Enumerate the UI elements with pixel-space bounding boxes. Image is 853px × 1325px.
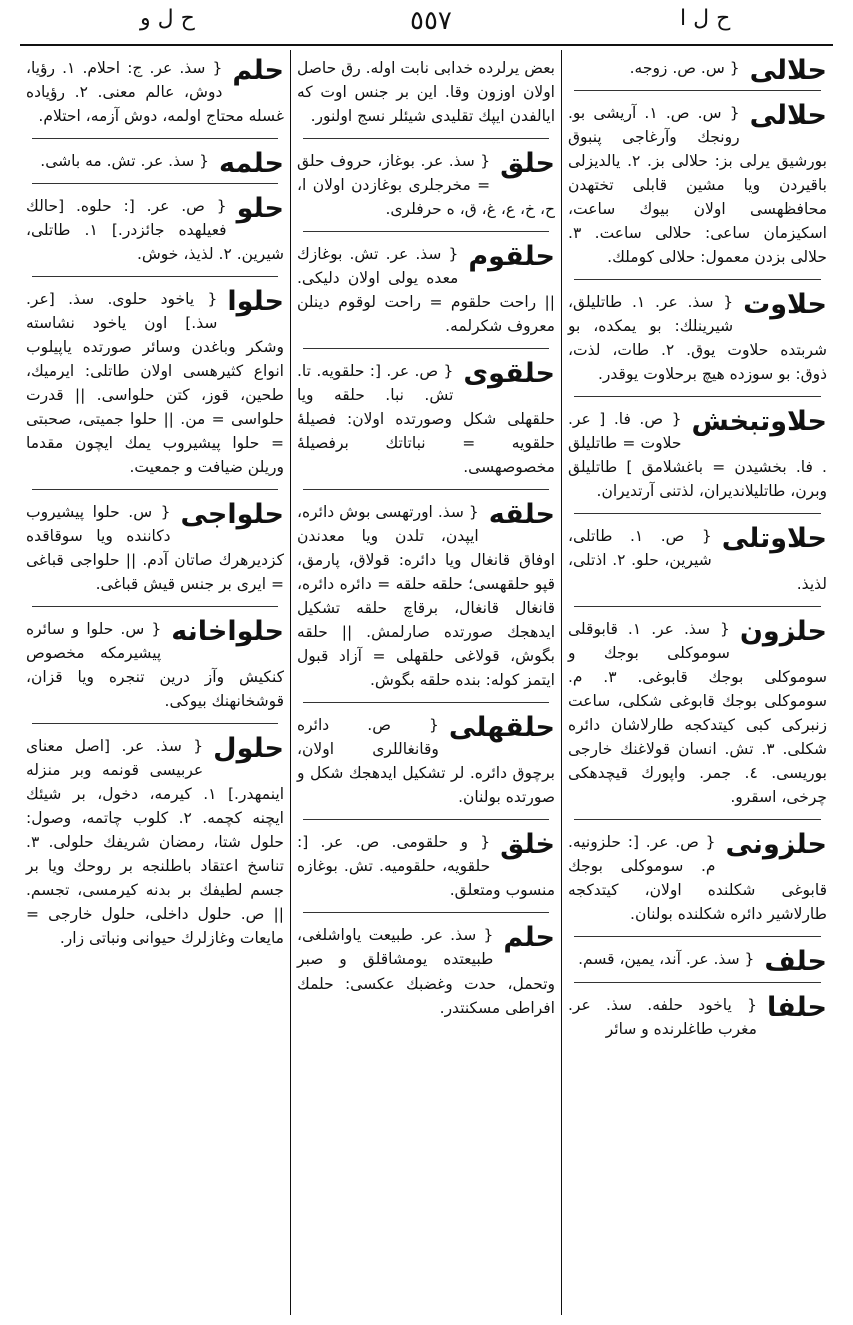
dictionary-entry — [568, 101, 827, 269]
definition-text: { یاخود حلفه. سذ. عر. مغرب طاغلرنده و سائر — [568, 995, 757, 1038]
definition-text: { سذ. عر. ١. طاتلیلق، شیرینلك: بو یمکده، بو شربتده حلاوت یوق. ٢. طات، لذت، ذوق: بو سوزده هیچ برحلاوت یوقدر. — [568, 293, 828, 384]
dictionary-entry — [26, 287, 284, 479]
dictionary-entry — [26, 734, 284, 950]
definition-text: { و حلقومی. ص. عر. [: حلقویه، حلقومیه. تش. بوغازه منسوب ومتعلق. — [297, 833, 555, 900]
entry-separator — [303, 231, 549, 232]
definition-text: { سذ. عر. آند، یمین، قسم. — [578, 950, 755, 969]
column-right — [562, 50, 833, 1315]
headword: حلاوتلی — [721, 523, 827, 555]
entry-separator — [574, 819, 821, 820]
headword: حلقه — [488, 499, 555, 531]
header-letters-right: ح ل ا — [680, 6, 731, 31]
headword: خلق — [500, 829, 555, 861]
entry-separator — [574, 606, 821, 607]
entry-separator — [574, 90, 821, 91]
headword: حلواجی — [180, 499, 284, 531]
page-header — [20, 0, 833, 46]
dictionary-entry — [26, 500, 284, 596]
headword: حلاوتبخش — [691, 406, 827, 438]
dictionary-entry — [297, 359, 555, 479]
headword: حلاوت — [743, 289, 827, 321]
headword: حلم — [232, 55, 284, 86]
entry-separator — [574, 513, 821, 514]
definition-text: { سذ. عر. ١. قابوقلی سوموکلی بوجك و سوموکلی بوجك قابوغی. ٣. م. سوموکلی بوجك قابوغی شکلی، ساعت زنبرکی کبی کیتدکجه طارلاشان دائره شکلی. ٣. تش. انسان قولاغنك خارجی بوریسی. ٤. جمر. واپورك قیچدهکی چرخی، اسقرو. — [568, 620, 828, 807]
dictionary-columns — [20, 50, 833, 1315]
entry-separator — [574, 936, 821, 937]
header-letters-left: ح ل و — [140, 6, 195, 31]
dictionary-entry — [26, 56, 284, 128]
dictionary-entry — [26, 194, 284, 266]
entry-separator — [303, 138, 549, 139]
dictionary-entry — [297, 56, 555, 128]
definition-text: { ص. عر. [: حلوه. [حالك فعیلهده جائزدر.] ١. طاتلی، شیرین. ٢. لذیذ، خوش. — [26, 197, 284, 264]
dictionary-entry — [568, 946, 827, 978]
entry-separator — [303, 489, 549, 490]
entry-separator — [303, 348, 549, 349]
headword: حلقوم — [468, 241, 555, 273]
dictionary-entry — [568, 290, 827, 386]
headword: حلف — [764, 946, 827, 978]
dictionary-entry — [297, 830, 555, 902]
dictionary-entry — [297, 713, 555, 809]
column-middle — [291, 50, 562, 1315]
headword: حلم — [503, 922, 555, 954]
definition-text: { ص. ١. طاتلی، شیرین، حلو. ٢. اذتلی، لذیذ. — [568, 527, 827, 594]
dictionary-entry — [568, 617, 827, 809]
headword: حلول — [213, 733, 284, 765]
definition-text: { سذ. عر. ج: احلام. ١. رؤیا، دوش، عالم معنی. ٢. رؤیاده غسله محتاج اولمه، دوش آزمه، احتلام. — [26, 59, 284, 126]
dictionary-entry — [297, 149, 555, 221]
definition-text: { س. حلوا و سائره پیشیرمکه مخصوص کنکیش وآز درین تنجره ویا قزان، قوشخانهنك بیوکی. — [26, 620, 284, 711]
definition-text: { س. ص. زوجه. — [629, 59, 740, 77]
definition-text: { سذ. عر. بوغاز، حروف حلق = مخرجلری بوغازدن اولان ا، ح، خ، ع، غ، ق، ه حرفلری. — [297, 152, 555, 219]
column-left — [20, 50, 291, 1315]
entry-separator — [32, 276, 278, 277]
headword: حلقهلی — [448, 712, 555, 744]
entry-separator — [32, 489, 278, 490]
dictionary-entry — [26, 148, 284, 180]
headword: حلزون — [739, 616, 827, 648]
dictionary-entry — [568, 524, 827, 596]
definition-text: { سذ. عر. طبیعت یاواشلغی، طبیعتده یومشاقلق و صبر وتحمل، حدت وغضبك عکسی: حلمك افراطی مسکنتدر. — [297, 926, 555, 1017]
definition-text: { ص. عر. [: حلزونیه. م. سوموکلی بوجك قابوغی شکلنده اولان، کیتدکجه طارلاشیر دائره شکلنده بولنان. — [568, 833, 827, 924]
entry-separator — [303, 912, 549, 913]
headword: حلواخانه — [171, 616, 284, 648]
definition-text: { سذ. عر. تش. مه باشی. — [40, 152, 210, 171]
entry-separator — [32, 138, 278, 139]
entry-separator — [574, 396, 821, 397]
entry-separator — [303, 702, 549, 703]
dictionary-entry — [297, 923, 555, 1019]
definition-text: { ص. دائره وقانغاللری اولان، برچوق دائره. لر تشکیل ایدهجك شکل و صورتده بولنان. — [297, 716, 555, 807]
dictionary-entry — [568, 993, 827, 1041]
definition-text: { ص. عر. [: حلقویه. تا. تش. نبا. حلقه ویا حلقهلی شکل وصورتده اولان: فصیلهٔ حلقویه = نباتاتك برفصیلهٔ مخصوصهسی. — [297, 362, 555, 477]
definition-text: { سذ. عر. [اصل معنای عربیسی قونمه وبر منزله اینمهدر.] ١. کیرمه، دخول، بر شیئك ایچنه کچمه. ٢. کلوب چاتمه، وصول: حلول شتا، رمضان شریفك حلولی. ٣. تناسخ اعتقاد باطلنجه بر روحك ویا بر جسم لطیفك بر بدنه کیرمسی، تجسم. || ص. حلول داخلی، حلول خارجی = مایعات وغازلرك حیوانی ونباتی زار. — [26, 737, 284, 948]
headword: حلالی — [749, 55, 827, 86]
dictionary-entry — [568, 55, 827, 86]
definition-text: { یاخود حلوی. سذ. [عر. سذ.] اون یاخود نشاسته وشکر وباغدن وسائر صورتده یاپیلوب انواع کثیرهسی اولان طاتلی: ایرمیك، طحین، قوز، کتن حلواسی. || قدرت حلواسی = من. || حلوا جمیتی، صحبتی = حلوا پیشیروب یمك ایچون مقدما وریلن ضیافت و جمعیت. — [26, 290, 284, 477]
definition-text: { سذ. عر. تش. بوغازك معده یولی اولان دلیکی. || راحت حلقوم = راحت لوقوم دینلن معروف شکرلمه. — [297, 245, 555, 336]
definition-text: { س. حلوا پیشیروب دکاننده ویا سوقاقده کزدیرهرك صاتان آدم. || حلواجی قباغی = ایری بر جنس قیش قباغی. — [26, 503, 284, 594]
entry-separator — [32, 723, 278, 724]
headword: حلالی — [749, 100, 827, 132]
definition-text: { سذ. اورتهسی بوش دائره، ایپدن، تلدن ویا معدندن اوفاق قانغال ویا دائره: قولاق، پارمق، قپو حلقهسی؛ حلقه حلقه = دائره دائره، قانغال قانغال، برقاچ حلقه تشکیل ایدهجك صورتده صارلمش. || حلقه بگوش، قولاغی حلقهلی = آزاد قبول ایتمز کوله: بنده حلقه بگوش. — [297, 503, 555, 690]
entry-separator — [303, 819, 549, 820]
definition-text: بعض یرلرده خدابی نابت اوله. رق حاصل اولان اوزون وقا. این بر جنس اوت که ایالفدن ایپك تقلیدی شیئلر نسج اولنور. — [297, 59, 555, 126]
definition-text: { س. ص. ١. آریشی بو. رونجك وآرغاجی پنبوق بورشیق یرلی بز: حلالی بز. ٢. یالدیزلی باقیردن ویا مشین قابلی تختهدن محافظهسی اولان بیوك ساعت، اسکیزمان ساعی: حلالی ساعت. ٣. حلالی بزدن معمول: حلالی کوملك. — [568, 104, 827, 267]
headword: حلقوی — [463, 358, 555, 390]
headword: حلوا — [227, 286, 284, 318]
dictionary-entry — [568, 830, 827, 926]
headword: حلمه — [219, 148, 284, 180]
headword: حلق — [500, 148, 555, 180]
definition-text: { ص. فا. [ عر. حلاوت = طاتلیلق . فا. بخشیدن = باغشلامق ] طاتلیلق وبرن، طاتلیلاندیران، لذتنی آرتدیران. — [568, 410, 827, 501]
dictionary-entry — [26, 617, 284, 713]
entry-separator — [32, 183, 278, 184]
entry-separator — [32, 606, 278, 607]
dictionary-entry — [297, 500, 555, 692]
dictionary-entry — [297, 242, 555, 338]
headword: حلو — [236, 193, 284, 225]
entry-separator — [574, 279, 821, 280]
page-number: ٥٥٧ — [410, 6, 452, 36]
headword: حلزونی — [725, 829, 827, 861]
entry-separator — [574, 982, 821, 983]
dictionary-entry — [568, 407, 827, 503]
headword: حلفا — [766, 991, 827, 1023]
